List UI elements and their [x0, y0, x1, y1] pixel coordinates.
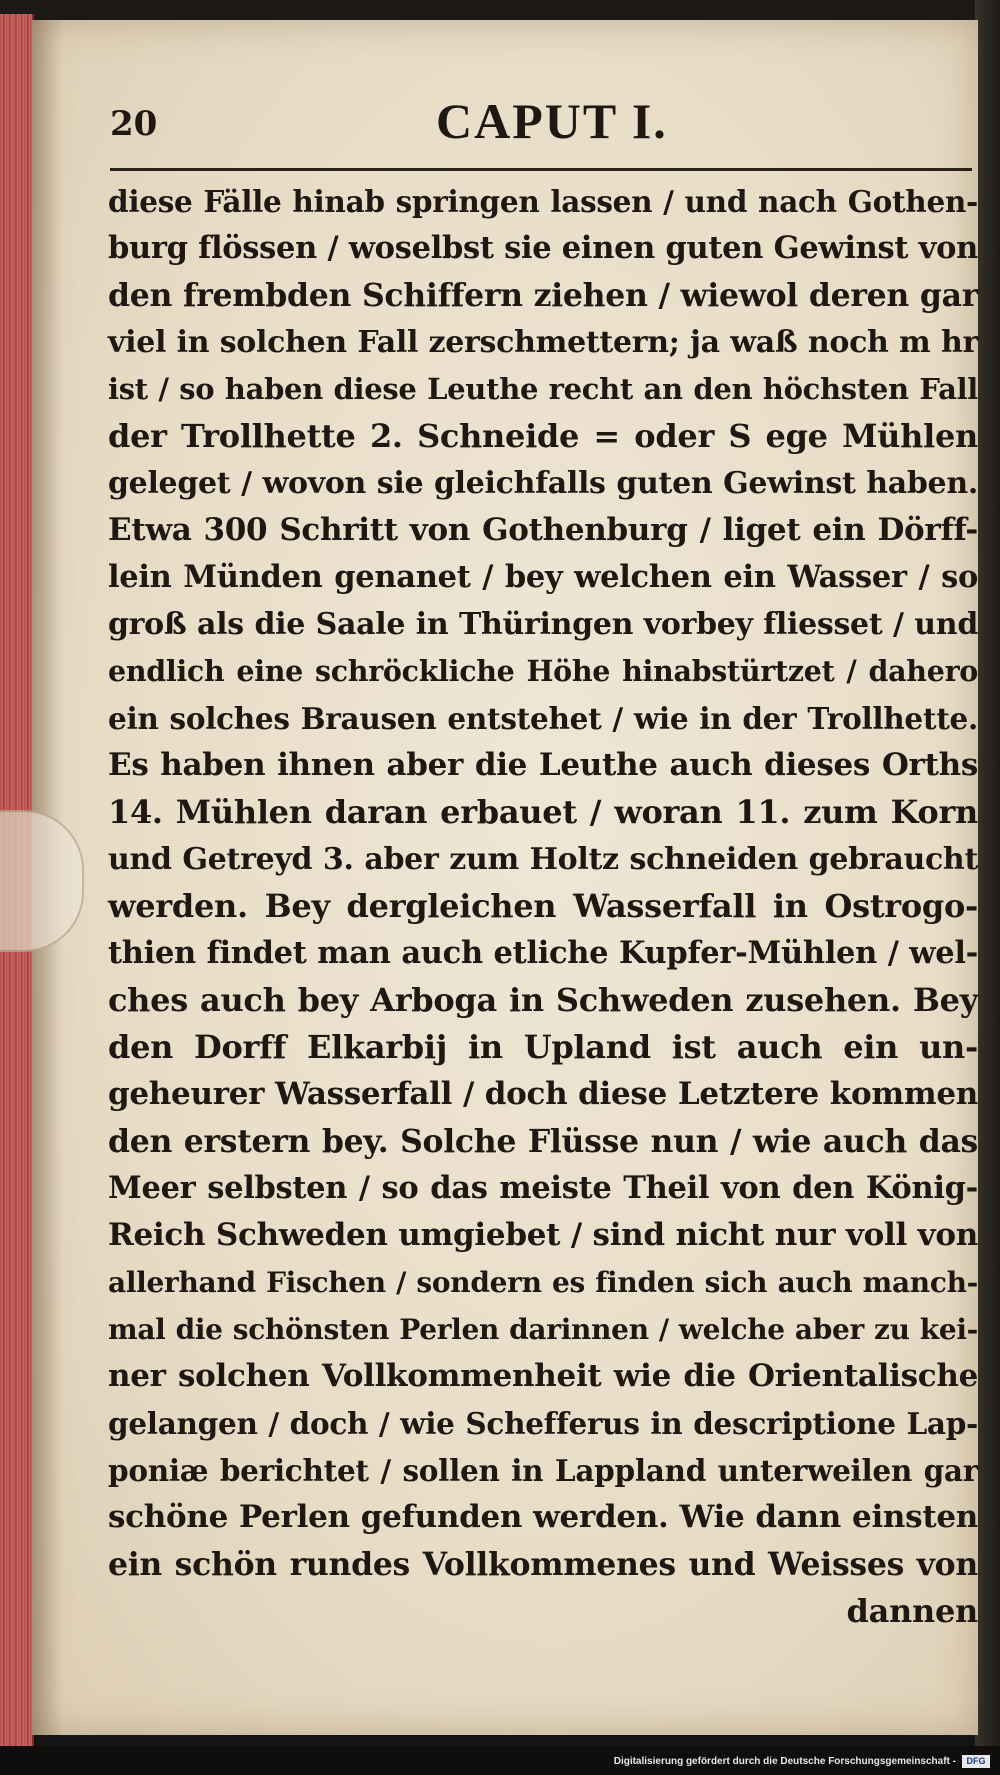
- running-head: CAPUT I.: [436, 93, 668, 149]
- text-line: burg flössen / woselbst sie einen guten Gewinst von: [108, 230, 978, 266]
- digitization-credit: Digitalisierung gefördert durch die Deutsche Forschungsgemeinschaft -: [613, 1756, 956, 1767]
- text-line: den erstern bey. Solche Flüsse nun / wie auch das: [108, 1123, 978, 1160]
- text-line: gelangen / doch / wie Schefferus in descriptione Lap-: [108, 1406, 978, 1441]
- text-line: schöne Perlen gefunden werden. Wie dann einsten: [108, 1499, 978, 1535]
- text-line: den frembden Schiffern ziehen / wiewol deren gar: [108, 277, 978, 314]
- header-rule: [110, 168, 972, 171]
- page-right-edge: [975, 0, 1000, 1775]
- text-line: werden. Bey dergleichen Wasserfall in Ostrogo-: [108, 887, 978, 925]
- text-line: ist / so haben diese Leuthe recht an den höchsten Fall: [108, 372, 978, 406]
- text-line: ner solchen Vollkommenheit wie die Orientalische: [108, 1358, 978, 1394]
- text-line: 14. Mühlen daran erbauet / woran 11. zum Korn: [108, 793, 978, 831]
- text-column: [108, 178, 978, 1635]
- text-line: thien findet man auch etliche Kupfer-Mühlen / wel-: [108, 935, 978, 971]
- text-line: lein Münden genanet / bey welchen ein Wasser / so: [108, 559, 978, 595]
- text-line: Reich Schweden umgiebet / sind nicht nur voll von: [108, 1217, 978, 1253]
- text-line: und Getreyd 3. aber zum Holtz schneiden gebraucht: [108, 842, 978, 877]
- text-line: allerhand Fischen / sondern es finden sich auch manch-: [108, 1266, 978, 1299]
- text-line: viel in solchen Fall zerschmettern; ja waß noch m hr: [108, 325, 978, 360]
- text-line: groß als die Saale in Thüringen vorbey fliesset / und: [108, 607, 978, 642]
- text-line: ein solches Brausen entstehet / wie in der Trollhette.: [108, 701, 978, 736]
- text-line: diese Fälle hinab springen lassen / und nach Gothen-: [108, 184, 978, 219]
- text-line: geleget / wovon sie gleichfalls guten Gewinst haben.: [108, 466, 978, 501]
- text-line: Meer selbsten / so das meiste Theil von den König-: [108, 1170, 978, 1206]
- page-header: [110, 88, 975, 148]
- text-line: geheurer Wasserfall / doch diese Letztere kommen: [108, 1076, 978, 1112]
- text-line: poniæ berichtet / sollen in Lappland unterweilen gar: [108, 1453, 978, 1488]
- page-number: 20: [110, 104, 158, 144]
- dfg-logo: DFG: [962, 1755, 990, 1768]
- text-line: endlich eine schröckliche Höhe hinabstürtzet / dahero: [108, 654, 978, 688]
- text-line: ches auch bey Arboga in Schweden zusehen. Bey: [108, 981, 978, 1019]
- text-line: der Trollhette 2. Schneide = oder S ege Mühlen: [108, 417, 978, 455]
- text-line: den Dorff Elkarbij in Upland ist auch ein un-: [108, 1028, 978, 1066]
- text-line: mal die schönsten Perlen darinnen / welche aber zu kei-: [108, 1313, 978, 1346]
- text-line: Es haben ihnen aber die Leuthe auch dieses Orths: [108, 747, 978, 783]
- catchword: dannen: [846, 1592, 978, 1630]
- text-line: Etwa 300 Schritt von Gothenburg / liget ein Dörff-: [108, 512, 978, 548]
- text-line: ein schön rundes Vollkommenes und Weisses von: [108, 1546, 978, 1583]
